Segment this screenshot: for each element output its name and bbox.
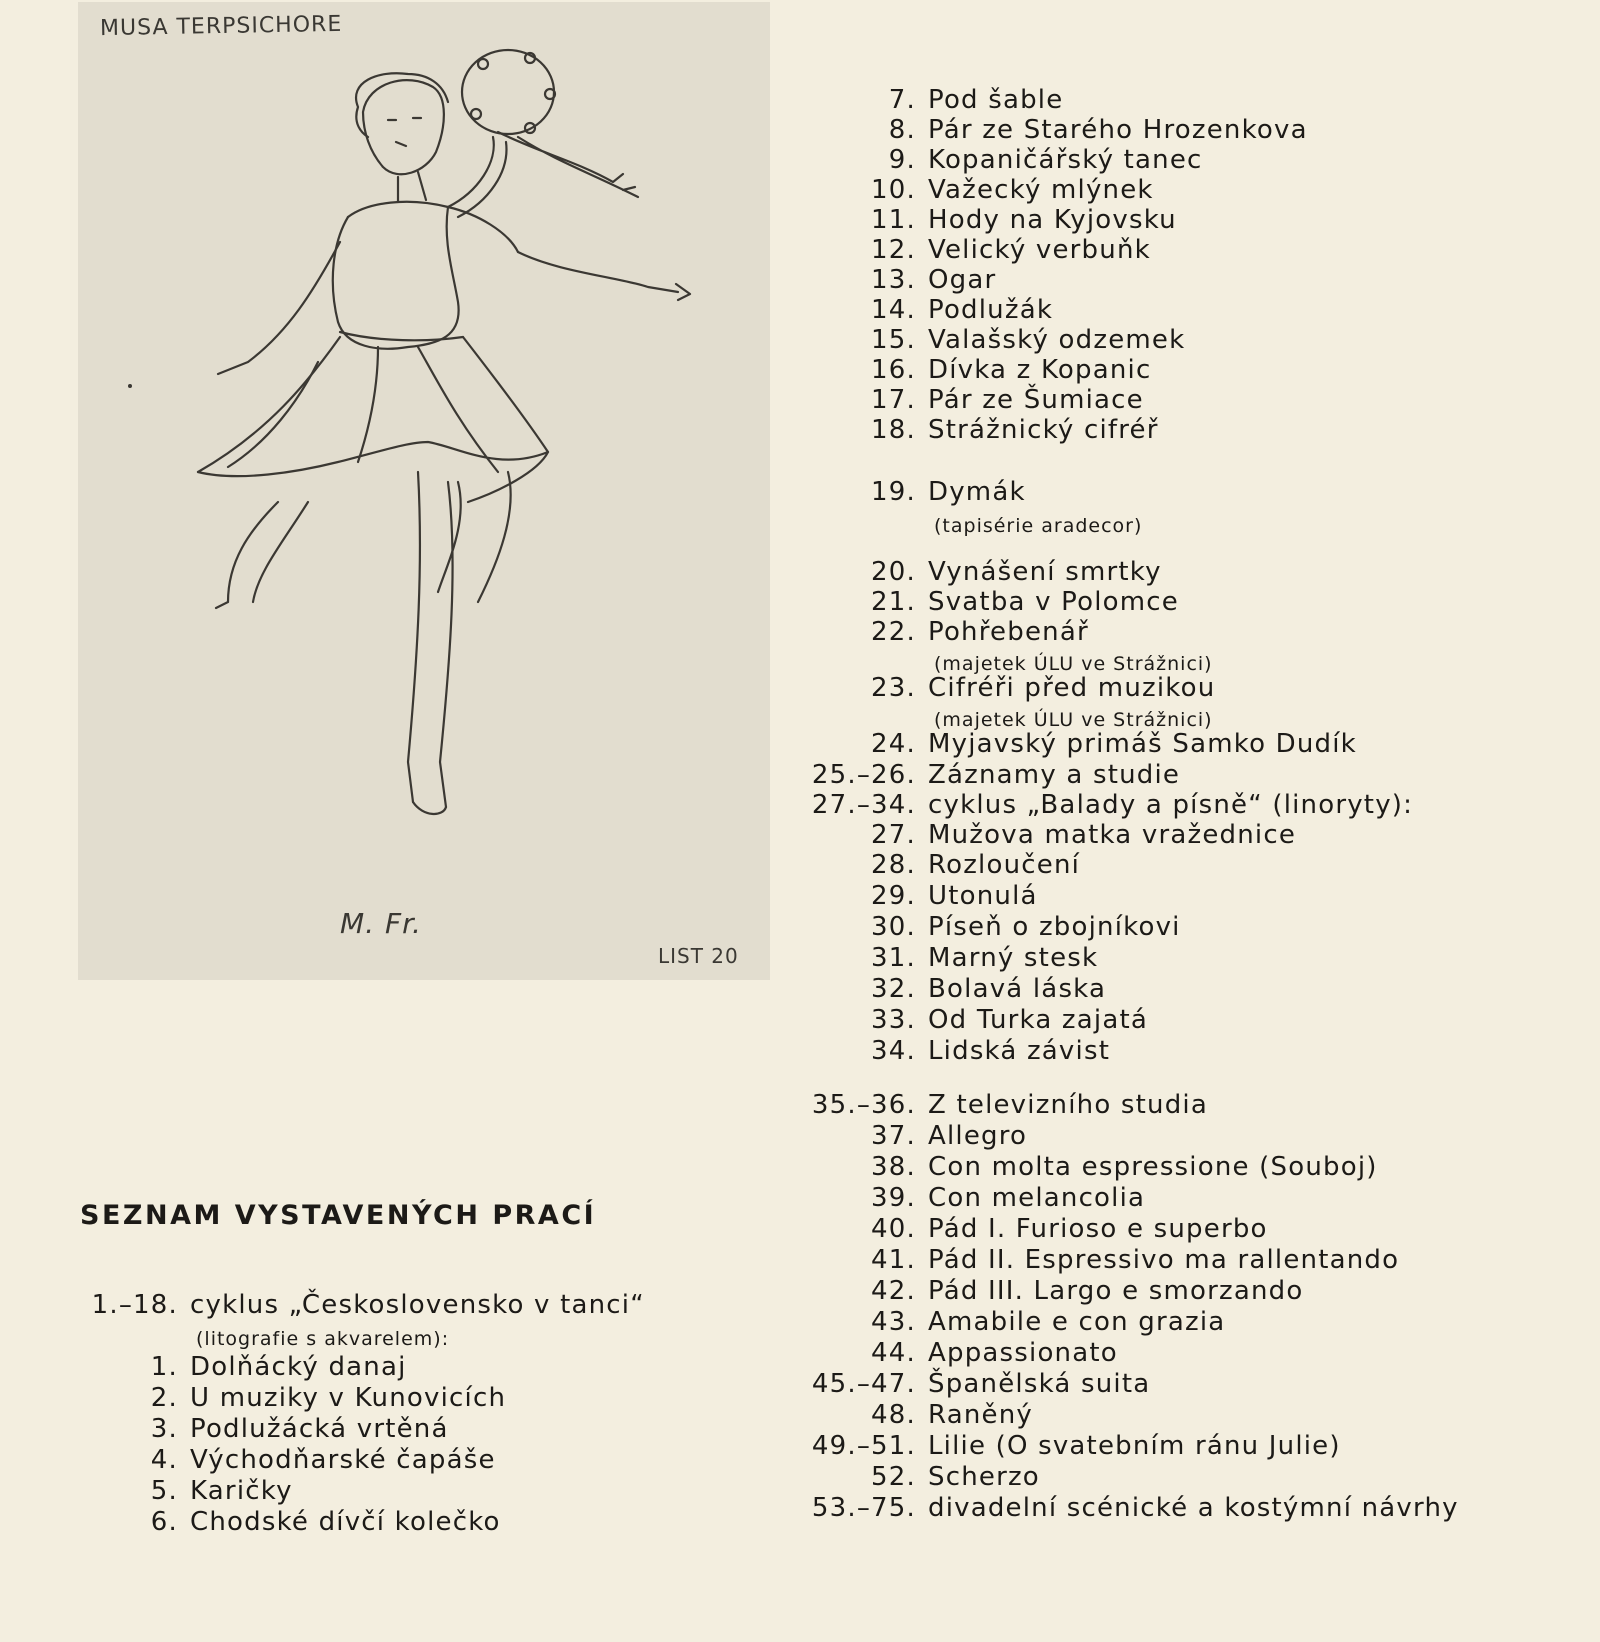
item-label: Pohřebenář (928, 617, 1089, 647)
list-item (810, 115, 1308, 145)
item-number: 25.–26. (811, 760, 916, 790)
item-number: 4. (150, 1445, 178, 1475)
item-label: Dolňácký danaj (190, 1352, 407, 1382)
item-label: Dymák (928, 477, 1026, 507)
item-label: Pár ze Starého Hrozenkova (928, 115, 1308, 145)
item-number: 39. (871, 1183, 916, 1213)
list-item (810, 295, 1053, 325)
item-number: 21. (871, 587, 916, 617)
item-label: Záznamy a studie (928, 760, 1181, 790)
list-item (88, 1352, 407, 1382)
item-label: U muziky v Kunovicích (190, 1383, 507, 1413)
item-number: 42. (871, 1276, 916, 1306)
item-label: Rozloučení (928, 850, 1081, 880)
item-number: 33. (871, 1005, 916, 1035)
list-item (810, 1121, 1027, 1151)
list-item (810, 1276, 1303, 1306)
list-item (810, 1245, 1399, 1275)
item-label: Karičky (190, 1476, 293, 1506)
item-number: 44. (871, 1338, 916, 1368)
item-number: 12. (871, 235, 916, 265)
item-label: Podlužácká vrtěná (190, 1414, 449, 1444)
item-number: 52. (871, 1462, 916, 1492)
list-item (810, 415, 1159, 445)
item-number: 34. (871, 1036, 916, 1066)
page-title: SEZNAM VYSTAVENÝCH PRACÍ (80, 1200, 597, 1231)
item-label: Španělská suita (928, 1369, 1151, 1399)
item-number: 13. (871, 265, 916, 295)
list-item (810, 673, 1215, 703)
list-item (810, 974, 1106, 1004)
muse-illustration (78, 2, 770, 980)
list-heading-row (88, 1290, 645, 1320)
item-label: Važecký mlýnek (928, 175, 1154, 205)
item-number: 27.–34. (811, 790, 916, 820)
item-number: 1.–18. (91, 1290, 178, 1320)
list-item (810, 1400, 1033, 1430)
item-label: Podlužák (928, 295, 1054, 325)
item-number: 48. (871, 1400, 916, 1430)
list-item (810, 1493, 1459, 1523)
item-label: divadelní scénické a kostýmní návrhy (928, 1493, 1459, 1523)
item-number: 35.–36. (811, 1090, 916, 1120)
list-item (810, 385, 1144, 415)
item-number: 41. (871, 1245, 916, 1275)
item-number: 23. (871, 673, 916, 703)
item-label: Pád III. Largo e smorzando (928, 1276, 1304, 1306)
item-note: (majetek ÚLU ve Strážnici) (934, 653, 1213, 675)
list-item (810, 355, 1151, 385)
list-item (810, 1090, 1208, 1120)
item-label: Scherzo (928, 1462, 1040, 1492)
item-note: (litografie s akvarelem): (196, 1328, 450, 1350)
item-label: Con melancolia (928, 1183, 1146, 1213)
item-number: 7. (888, 85, 916, 115)
item-number: 3. (150, 1414, 178, 1444)
list-item (810, 943, 1098, 973)
item-label: Pád I. Furioso e superbo (928, 1214, 1268, 1244)
item-number: 37. (871, 1121, 916, 1151)
item-number: 6. (150, 1507, 178, 1537)
item-label: Kopaničářský tanec (928, 145, 1203, 175)
item-number: 1. (150, 1352, 178, 1382)
item-label: Z televizního studia (928, 1090, 1208, 1120)
item-label: Lidská závist (928, 1036, 1111, 1066)
item-number: 49.–51. (811, 1431, 916, 1461)
item-number: 30. (871, 912, 916, 942)
item-label: Bolavá láska (928, 974, 1107, 1004)
item-label: Appassionato (928, 1338, 1118, 1368)
list-item (810, 235, 1151, 265)
list-item (810, 1369, 1150, 1399)
item-label: Pád II. Espressivo ma rallentando (928, 1245, 1400, 1275)
item-number: 22. (871, 617, 916, 647)
item-number: 32. (871, 974, 916, 1004)
item-number: 9. (888, 145, 916, 175)
item-label: cyklus „Balady a písně“ (linoryty): (928, 790, 1414, 820)
item-number: 14. (871, 295, 916, 325)
item-number: 20. (871, 557, 916, 587)
item-label: Valašský odzemek (928, 325, 1186, 355)
item-number: 5. (150, 1476, 178, 1506)
list-item (88, 1414, 449, 1444)
item-number: 38. (871, 1152, 916, 1182)
list-item (810, 881, 1038, 911)
list-item (810, 325, 1185, 355)
item-number: 19. (871, 477, 916, 507)
item-number: 40. (871, 1214, 916, 1244)
item-label: Od Turka zajatá (928, 1005, 1148, 1035)
item-label: Hody na Kyjovsku (928, 205, 1177, 235)
item-label: Myjavský primáš Samko Dudík (928, 729, 1357, 759)
item-number: 10. (871, 175, 916, 205)
item-label: Cifréři před muzikou (928, 673, 1216, 703)
item-number: 53.–75. (811, 1493, 916, 1523)
item-label: Lilie (O svatebním ránu Julie) (928, 1431, 1341, 1461)
item-label: Dívka z Kopanic (928, 355, 1152, 385)
item-number: 27. (871, 820, 916, 850)
item-number: 15. (871, 325, 916, 355)
list-item (810, 1005, 1148, 1035)
item-note: (majetek ÚLU ve Strážnici) (934, 709, 1213, 731)
item-label: Pár ze Šumiace (928, 385, 1144, 415)
list-item (810, 205, 1177, 235)
item-label: Marný stesk (928, 943, 1099, 973)
dancer-sketch (78, 2, 770, 980)
list-item (810, 790, 1413, 820)
item-number: 8. (888, 115, 916, 145)
list-item (810, 820, 1296, 850)
list-item (88, 1445, 496, 1475)
sheet-number-mark: LIST 20 (658, 944, 739, 968)
inscription-title: MUSA TERPSICHORE (99, 11, 343, 42)
item-number: 29. (871, 881, 916, 911)
item-label: Velický verbuňk (928, 235, 1151, 265)
list-item (810, 1214, 1268, 1244)
list-item (810, 265, 996, 295)
artist-signature: M. Fr. (340, 907, 422, 940)
list-item (88, 1476, 293, 1506)
list-item (810, 145, 1203, 175)
list-item (810, 850, 1080, 880)
item-label: Raněný (928, 1400, 1033, 1430)
list-item (810, 1183, 1145, 1213)
item-label: Ogar (928, 265, 997, 295)
list-item (810, 557, 1162, 587)
list-item (810, 477, 1026, 507)
list-item (810, 912, 1181, 942)
item-label: Con molta espressione (Souboj) (928, 1152, 1378, 1182)
item-label: Strážnický cifréř (928, 415, 1159, 445)
list-item (810, 1152, 1378, 1182)
item-number: 18. (871, 415, 916, 445)
list-item (810, 1036, 1110, 1066)
list-item (810, 1462, 1040, 1492)
item-number: 43. (871, 1307, 916, 1337)
item-number: 11. (871, 205, 916, 235)
item-number: 31. (871, 943, 916, 973)
item-label: Mužova matka vražednice (928, 820, 1297, 850)
item-label: Píseň o zbojníkovi (928, 912, 1181, 942)
item-label: Vynášení smrtky (928, 557, 1162, 587)
item-number: 2. (150, 1383, 178, 1413)
item-label: Pod šable (928, 85, 1064, 115)
list-item (810, 617, 1089, 647)
list-item (810, 729, 1357, 759)
item-label: Svatba v Polomce (928, 587, 1179, 617)
item-number: 17. (871, 385, 916, 415)
item-number: 45.–47. (811, 1369, 916, 1399)
item-number: 28. (871, 850, 916, 880)
item-label: Amabile e con grazia (928, 1307, 1226, 1337)
list-item (810, 587, 1179, 617)
list-item (810, 175, 1154, 205)
list-item (810, 1338, 1118, 1368)
item-label: Allegro (928, 1121, 1028, 1151)
ink-speck (128, 384, 132, 388)
item-label: Utonulá (928, 881, 1038, 911)
item-label: cyklus „Československo v tanci“ (190, 1290, 645, 1320)
list-item (88, 1507, 501, 1537)
item-number: 24. (871, 729, 916, 759)
list-item (810, 85, 1063, 115)
list-item (810, 760, 1180, 790)
list-item (88, 1383, 506, 1413)
list-item (810, 1307, 1225, 1337)
item-label: Východňarské čapáše (190, 1445, 496, 1475)
tambourine-drawing (462, 50, 554, 134)
list-item (810, 1431, 1341, 1461)
item-note: (tapisérie aradecor) (934, 515, 1143, 537)
item-number: 16. (871, 355, 916, 385)
item-label: Chodské dívčí kolečko (190, 1507, 501, 1537)
